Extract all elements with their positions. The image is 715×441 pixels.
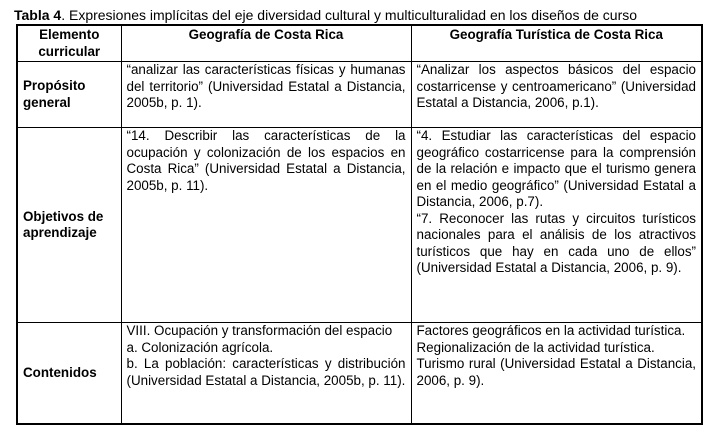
cell-contenidos-turistica: [411, 323, 702, 425]
cell-objetivos-geografia: [121, 128, 411, 323]
cell-paragraph: “14. Describir las características de la ocupación y colonización de los espacios en Costa Rica” (Universidad Estatal a Distancia, 2005b, p. 11).: [126, 128, 406, 193]
row-label-proposito: Propósito general: [17, 62, 121, 128]
header-geografia-costa-rica: Geografía de Costa Rica: [121, 25, 411, 62]
table-caption-label: Tabla 4: [14, 7, 62, 23]
table-header-row: [17, 25, 702, 62]
cell-proposito-turistica: [411, 62, 702, 128]
cell-paragraph: b. La población: características y distribución (Universidad Estatal a Distancia, 2005b, p. 11).: [126, 356, 406, 388]
row-label-contenidos: Contenidos: [17, 323, 121, 425]
cell-paragraph: “4. Estudiar las características del espacio geográfico costarricense para la comprensión de la relación e impacto que el turismo genera en el medio geográfico” (Universidad Estatal a Distancia, 2006, p.7).: [416, 128, 696, 209]
cell-paragraph: “7. Reconocer las rutas y circuitos turísticos nacionales para el análisis de los atractivos turísticos que hay en cada uno de ellos” (Universidad Estatal a Distancia, 2006, p. 9).: [416, 210, 696, 275]
cell-paragraph: VIII. Ocupación y transformación del espacio: [126, 323, 393, 338]
cell-paragraph: a. Colonización agrícola.: [126, 339, 274, 355]
cell-paragraph: Regionalización de la actividad turística.: [416, 339, 655, 355]
cell-paragraph: “Analizar los aspectos básicos del espacio costarricense y centroamericano” (Universidad Estatal a Distancia, 2006, p.1).: [416, 62, 696, 110]
cell-proposito-geografia: [121, 62, 411, 128]
curriculum-table: [16, 24, 703, 425]
cell-objetivos-turistica: [411, 128, 702, 323]
table-row: [17, 128, 702, 323]
cell-paragraph: Factores geográficos en la actividad turística.: [416, 323, 686, 338]
table-row: [17, 62, 702, 128]
table-caption: [14, 7, 714, 23]
header-elemento-curricular: Elemento curricular: [17, 25, 121, 62]
header-geografia-turistica: Geografía Turística de Costa Rica: [411, 25, 702, 62]
table-row: [17, 323, 702, 425]
cell-contenidos-geografia: [121, 323, 411, 425]
cell-paragraph: “analizar las características físicas y humanas del territorio” (Universidad Estatal a Distancia, 2005b, p. 1).: [126, 62, 406, 110]
row-label-objetivos: Objetivos de aprendizaje: [17, 128, 121, 323]
table-caption-text: . Expresiones implícitas del eje diversidad cultural y multiculturalidad en los diseños de curso: [61, 7, 638, 23]
cell-paragraph: Turismo rural (Universidad Estatal a Distancia, 2006, p. 9).: [416, 356, 696, 388]
